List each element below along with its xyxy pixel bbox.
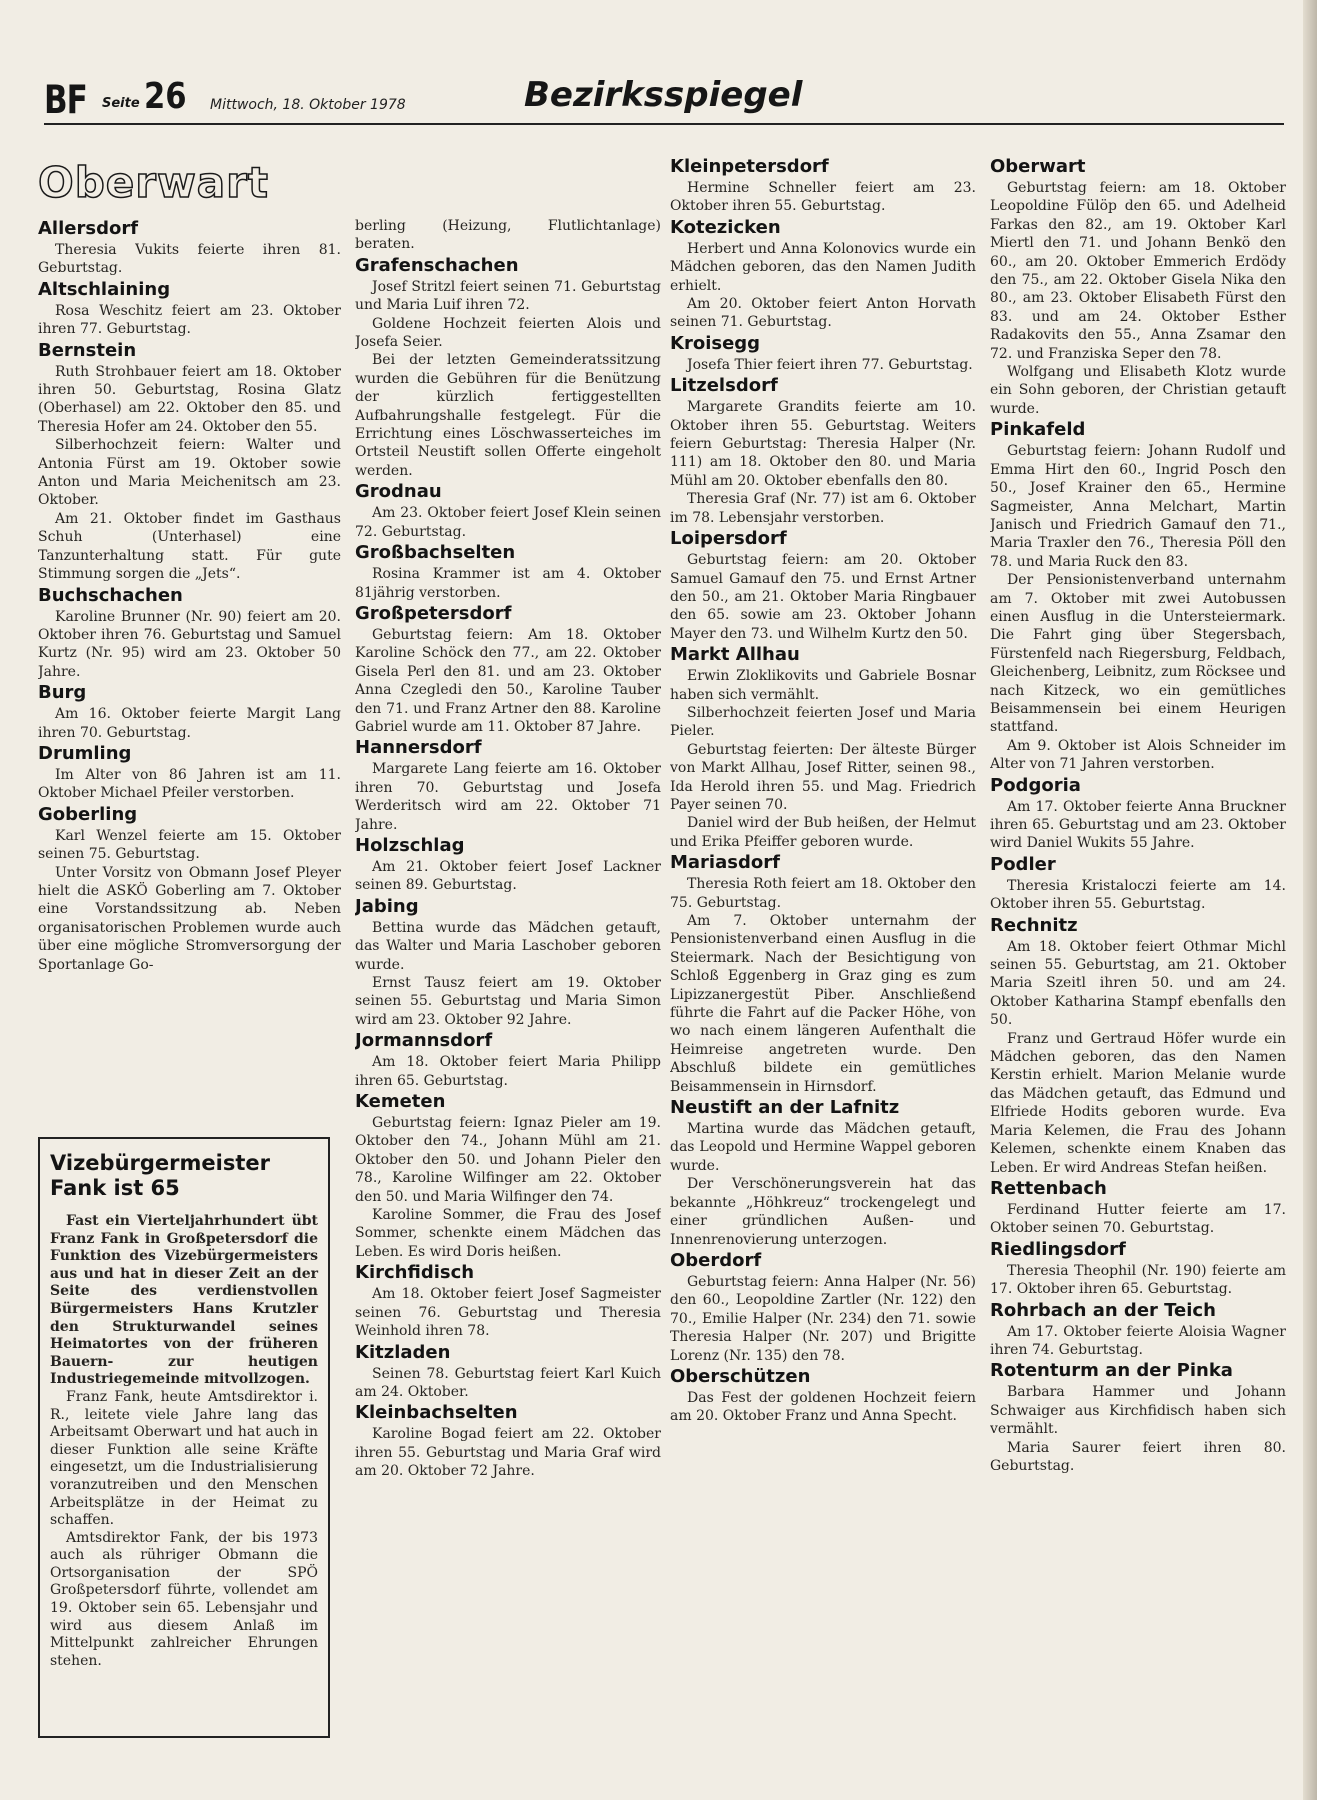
page-label: Seite [102,96,140,111]
news-paragraph: Der Pensionistenverband unternahm am 7. Oktober mit zwei Autobussen einen Ausflug in die Untersteiermark. Die Fahrt ging über Stegersbach, Fürstenfeld nach Riegersburg, Feldbach, Gleichenberg, Leibnitz, zum Röcksee und nach Kitzeck, wo ein gemütliches Beisammensein bei einem Heurigen stattfand. [990,572,1286,736]
news-paragraph: Am 21. Oktober feiert Josef Lackner seinen 89. Geburtstag. [355,858,661,894]
place-heading: Kitzladen [355,1341,451,1363]
place-heading: Pinkafeld [990,419,1086,441]
page-edge [1303,0,1317,1800]
news-paragraph: Am 17. Oktober feierte Aloisia Wagner ihren 74. Geburtstag. [990,1323,1286,1358]
news-paragraph: Am 18. Oktober feiert Othmar Michl seinen 55. Geburtstag, am 21. Oktober Maria Szeitl ihren 50. und am 24. Oktober Katharina Stampf ebenfalls den 50. [990,938,1286,1029]
news-paragraph: Karoline Brunner (Nr. 90) feiert am 20. Oktober ihren 76. Geburtstag und Samuel Kurtz (Nr. 95) wird am 23. Oktober 50 Jahre. [38,608,341,680]
news-paragraph: Am 7. Oktober unternahm der Pensionistenverband einen Ausflug in die Steiermark. Nach der Besichtigung von Schloß Eggenberg in Graz ging es zum Lipizzanergestüt Piber. Anschließend führte die Fahrt auf die Packer Höhe, von wo nach einem längeren Aufenthalt die Heimreise angetreten wurde. Den Abschluß bildete ein gemütliches Beisammensein in Hirnsdorf. [670,913,976,1095]
news-paragraph: Karl Wenzel feierte am 15. Oktober seinen 75. Geburtstag. [38,827,341,863]
place-heading: Grafenschachen [355,254,519,276]
place-heading: Markt Allhau [670,644,800,666]
news-paragraph: Ruth Strohbauer feiert am 18. Oktober ihren 50. Geburtstag, Rosina Glatz (Oberhasel) am 22. Oktober den 85. und Theresia Hofer am 24. Oktober den 55. [38,363,341,435]
newspaper-logo: BF [44,78,87,123]
news-paragraph: Silberhochzeit feiern: Walter und Antonia Fürst am 19. Oktober sowie Anton und Maria Meichenitsch am 23. Oktober. [38,437,341,509]
news-paragraph: Am 16. Oktober feierte Margit Lang ihren 70. Geburtstag. [38,706,341,741]
place-heading: Bernstein [38,339,137,361]
news-paragraph: Im Alter von 86 Jahren ist am 11. Oktober Michael Pfeiler verstorben. [38,766,341,802]
box-headline: Vizebürgermeister Fank ist 65 [50,1151,270,1200]
place-heading: Riedlingsdorf [990,1238,1126,1260]
news-paragraph: Bettina wurde das Mädchen getauft, das Walter und Maria Laschober geboren wurde. [355,919,661,973]
news-paragraph: Geburtstag feiern: Johann Rudolf und Emma Hirt den 60., Ingrid Posch den 50., Josef Krainer den 65., Hermine Sagmeister, Anna Melchart, Martin Janisch und Friedrich Gamauf den 71., Maria Traxler den 76., Theresia Pöll den 78. und Maria Ruck den 83. [990,443,1286,570]
news-paragraph: Bei der letzten Gemeinderatssitzung wurden die Gebühren für die Benützung der kürzlich fertiggestellten Aufbahrungshalle festgelegt. Für die Errichtung eines Löschwasserteiches im Ortsteil Neustift sollen Offerte eingeholt werden. [355,352,661,479]
news-paragraph: Margarete Grandits feierte am 10. Oktober ihren 55. Geburtstag. Weiters feiern Geburtstag: Theresia Halper (Nr. 111) am 18. Oktober den 80. und Maria Mühl am 20. Oktober ebenfalls den 80. [670,399,976,489]
place-heading: Rohrbach an der Teich [990,1299,1216,1321]
news-paragraph: Erwin Zloklikovits und Gabriele Bosnar haben sich vermählt. [670,668,976,703]
place-heading: Drumling [38,742,132,764]
news-paragraph: Ernst Tausz feiert am 19. Oktober seinen 55. Geburtstag und Maria Simon wird am 23. Oktober 92 Jahre. [355,975,661,1028]
place-heading: Kroisegg [670,332,761,354]
news-paragraph: Theresia Graf (Nr. 77) ist am 6. Oktober im 78. Lebensjahr verstorben. [670,491,976,526]
place-heading: Allersdorf [38,218,139,239]
place-heading: Großpetersdorf [355,602,512,624]
place-heading: Litzelsdorf [670,375,778,397]
place-heading: Loipersdorf [670,528,787,550]
news-paragraph: berling (Heizung, Flutlichtanlage) beraten. [355,218,661,253]
place-heading: Kleinpetersdorf [670,156,829,177]
news-paragraph: Am 18. Oktober feiert Maria Philipp ihren 65. Geburtstag. [355,1054,661,1089]
header-rule [44,123,1284,125]
place-heading: Kemeten [355,1091,446,1113]
place-heading: Jabing [355,895,419,917]
column-2 [355,217,661,1757]
news-paragraph: Am 20. Oktober feiert Anton Horvath seinen 71. Geburtstag. [670,296,976,331]
news-paragraph: Rosina Krammer ist am 4. Oktober 81jährig verstorben. [355,566,661,601]
masthead [44,72,1284,124]
news-paragraph: Herbert und Anna Kolonovics wurde ein Mädchen geboren, das den Namen Judith erhielt. [670,240,976,294]
place-heading: Burg [38,682,87,704]
news-paragraph: Am 17. Oktober feierte Anna Bruckner ihren 65. Geburtstag und am 23. Oktober wird Daniel Wukits 55 Jahre. [990,798,1286,852]
feature-box [38,1137,330,1738]
news-paragraph: Der Verschönerungsverein hat das bekannte „Höhkreuz“ trockengelegt und einer gründlichen Außen- und Innenrenovierung unterzogen. [670,1176,976,1248]
place-heading: Kleinbachselten [355,1402,518,1424]
news-paragraph: Geburtstag feiern: Ignaz Pieler am 19. Oktober den 74., Johann Mühl am 21. Oktober den 50. und Johann Pieler den 78., Karoline Wilfinger am 22. Oktober den 50. und Maria Wilfinger den 74. [355,1115,661,1205]
place-heading: Podgoria [990,774,1081,796]
news-paragraph: Geburtstag feiern: Am 18. Oktober Karoline Schöck den 77., am 22. Oktober Gisela Perl den 81. und am 23. Oktober Anna Czegledi den 50., Karoline Tauber den 71. und Franz Artner den 88. Karoline Gabriel wurde am 11. Oktober 87 Jahre. [355,626,661,735]
issue-date: Mittwoch, 18. Oktober 1978 [210,97,406,113]
place-heading: Mariasdorf [670,852,780,874]
news-paragraph: Theresia Roth feiert am 18. Oktober den 75. Geburtstag. [670,876,976,911]
box-paragraph: Amtsdirektor Fank, der bis 1973 auch als rühriger Obmann die Ortsorganisation der SPÖ Großpetersdorf führte, vollendet am 19. Oktober sein 65. Lebensjahr und wird aus diesem Anlaß im Mittelpunkt zahlreicher Ehrungen stehen. [50,1529,318,1669]
news-paragraph: Daniel wird der Bub heißen, der Helmut und Erika Pfeiffer geboren wurde. [670,815,976,850]
news-paragraph: Geburtstag feiern: am 18. Oktober Leopoldine Fülöp den 65. und Adelheid Farkas den 82., am 19. Oktober Karl Miertl den 71. und Johann Benkö den 60., am 20. Oktober Emmerich Erdödy den 75., am 22. Oktober Gisela Nika den 80., am 23. Oktober Elisabeth Fürst den 83. und am 24. Oktober Esther Radakovits den 55., Anna Zsamar den 72. und Franziska Seper den 78. [990,180,1286,362]
news-paragraph: Karoline Sommer, die Frau des Josef Sommer, schenkte einem Mädchen das Leben. Es wird Doris heißen. [355,1207,661,1260]
news-paragraph: Am 9. Oktober ist Alois Schneider im Alter von 71 Jahren verstorben. [990,737,1286,773]
place-heading: Rotenturm an der Pinka [990,1360,1233,1382]
place-heading: Großbachselten [355,542,516,564]
news-paragraph: Barbara Hammer und Johann Schwaiger aus Kirchfidisch haben sich vermählt. [990,1384,1286,1438]
news-paragraph: Seinen 78. Geburtstag feiert Karl Kuich am 24. Oktober. [355,1365,661,1400]
place-heading: Kirchfidisch [355,1262,475,1284]
place-heading: Jormannsdorf [355,1030,493,1052]
news-paragraph: Hermine Schneller feiert am 23. Oktober ihren 55. Geburtstag. [670,180,976,215]
page-number: 26 [144,76,187,117]
place-heading: Rettenbach [990,1177,1107,1199]
news-paragraph: Josef Stritzl feiert seinen 71. Geburtstag und Maria Luif ihren 72. [355,278,661,314]
news-paragraph: Geburtstag feiern: am 20. Oktober Samuel Gamauf den 75. und Ernst Artner den 50., am 21. Oktober Maria Ringbauer den 65. sowie am 23. Oktober Johann Mayer den 73. und Wilhelm Kurtz den 50. [670,552,976,642]
news-paragraph: Am 23. Oktober feiert Josef Klein seinen 72. Geburtstag. [355,505,661,540]
news-paragraph: Theresia Kristaloczi feierte am 14. Oktober ihren 55. Geburtstag. [990,877,1286,913]
news-paragraph: Maria Saurer feiert ihren 80. Geburtstag. [990,1439,1286,1474]
news-paragraph: Josefa Thier feiert ihren 77. Geburtstag. [687,356,973,373]
news-paragraph: Theresia Vukits feierte ihren 81. Geburtstag. [38,242,341,277]
place-heading: Altschlaining [38,278,171,300]
place-heading: Goberling [38,803,138,825]
place-heading: Buchschachen [38,584,183,606]
news-paragraph: Geburtstag feierten: Der älteste Bürger von Markt Allhau, Josef Ritter, seinen 98., Ida Herold ihren 55. und Mag. Friedrich Payer seinen 70. [670,741,976,813]
place-heading: Hannersdorf [355,737,482,759]
place-heading: Oberwart [990,156,1086,177]
news-paragraph: Silberhochzeit feierten Josef und Maria Pieler. [670,704,976,740]
place-heading: Oberschützen [670,1365,811,1387]
place-heading: Neustift an der Lafnitz [670,1097,900,1119]
place-heading: Holzschlag [355,834,465,856]
place-heading: Grodnau [355,481,442,503]
news-paragraph: Goldene Hochzeit feierten Alois und Josefa Seier. [355,315,661,351]
column-4 [990,155,1286,1735]
column-3 [670,155,976,1715]
place-heading: Kotezicken [670,216,781,238]
news-paragraph: Das Fest der goldenen Hochzeit feiern am 20. Oktober Franz und Anna Specht. [670,1389,976,1425]
region-title: Oberwart [38,158,269,207]
box-paragraph: Franz Fank, heute Amtsdirektor i. R., leitete viele Jahre lang das Arbeitsamt Oberwart und hat auch in dieser Funktion alle seine Kräfte eingesetzt, um die Industrialisierung voranzutreiben und den Menschen Arbeitsplätze in der Heimat zu schaffen. [50,1388,318,1529]
place-heading: Podler [990,853,1056,875]
news-paragraph: Theresia Theophil (Nr. 190) feierte am 17. Oktober ihren 65. Geburtstag. [990,1262,1286,1298]
news-paragraph: Am 18. Oktober feiert Josef Sagmeister seinen 76. Geburtstag und Theresia Weinhold ihren 78. [355,1286,661,1340]
section-title: Bezirksspiegel [524,75,803,115]
news-paragraph: Unter Vorsitz von Obmann Josef Pleyer hielt die ASKÖ Goberling am 7. Oktober eine Vorstandssitzung ab. Neben organisatorischen Problemen wurde auch über eine mögliche Stromversorgung der Sportanlage Go- [38,864,341,973]
news-paragraph: Ferdinand Hutter feierte am 17. Oktober seinen 70. Geburtstag. [990,1201,1286,1237]
news-paragraph: Margarete Lang feierte am 16. Oktober ihren 70. Geburtstag und Josefa Werderitsch wird am 22. Oktober 71 Jahre. [355,761,661,833]
place-heading: Oberdorf [670,1249,762,1271]
news-paragraph: Karoline Bogad feiert am 22. Oktober ihren 55. Geburtstag und Maria Graf wird am 20. Oktober 72 Jahre. [355,1426,661,1480]
news-paragraph: Wolfgang und Elisabeth Klotz wurde ein Sohn geboren, der Christian getauft wurde. [990,364,1286,417]
news-paragraph: Geburtstag feiern: Anna Halper (Nr. 56) den 60., Leopoldine Zartler (Nr. 122) den 70., Emilie Halper (Nr. 234) den 71. sowie Theresia Halper (Nr. 207) und Brigitte Lorenz (Nr. 135) den 78. [670,1273,976,1364]
column-1 [38,155,341,1130]
news-paragraph: Martina wurde das Mädchen getauft, das Leopold und Hermine Wappel geboren wurde. [670,1121,976,1174]
news-paragraph: Am 21. Oktober findet im Gasthaus Schuh (Unterhasel) eine Tanzunterhaltung statt. Für gute Stimmung sorgen die „Jets“. [38,510,341,583]
box-lead: Fast ein Vierteljahrhundert übt Franz Fank in Großpetersdorf die Funktion des Vizebürgermeisters aus und hat in dieser Zeit an der Seite des verdienstvollen Bürgermeisters Hans Krutzler den Strukturwandel seines Heimatortes von der früheren Bauern- zur heutigen Industriegemeinde mitvollzogen. [50,1213,318,1388]
place-heading: Rechnitz [990,914,1078,936]
news-paragraph: Rosa Weschitz feiert am 23. Oktober ihren 77. Geburtstag. [38,302,341,338]
news-paragraph: Franz und Gertraud Höfer wurde ein Mädchen geboren, das den Namen Kerstin erhielt. Marion Melanie wurde das Mädchen getauft, das Edmund und Elfriede Hodits geboren wurde. Eva Maria Kelemen, die Frau des Johann Kelemen, schenkte einem Knaben das Leben. Er wird Andreas Stefan heißen. [990,1030,1286,1176]
